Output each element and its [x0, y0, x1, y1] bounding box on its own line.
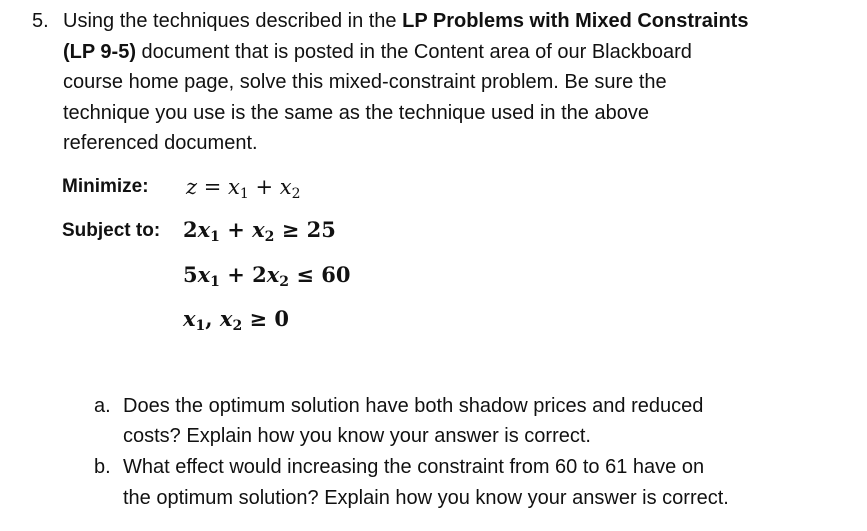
subquestion-a-label: a. [94, 395, 111, 417]
coefficient: 2 [252, 262, 267, 287]
subscript: 1 [195, 318, 206, 334]
relation: ≥ [274, 217, 307, 242]
subject-to-label: Subject to: [62, 220, 161, 241]
var-x1: x [183, 306, 196, 331]
question-text: document that is posted in the Content area of our Blackboard [135, 41, 692, 63]
constraint-nonnegativity [183, 304, 289, 334]
var-x1: x [197, 262, 211, 287]
question-line-4: technique you use is the same as the technique used in the above [63, 102, 649, 124]
rhs: 25 [306, 217, 336, 242]
var-x2: x [279, 175, 292, 199]
plus-sign: + [248, 175, 280, 199]
relation: ≥ [242, 306, 275, 331]
question-line-5: referenced document. [63, 132, 258, 154]
question-line-3: course home page, solve this mixed-constraint problem. Be sure the [63, 71, 667, 93]
question-number: 5. [32, 10, 49, 32]
relation: ≤ [289, 262, 322, 287]
rhs: 60 [321, 262, 351, 287]
question-text: Using the techniques described in the [63, 10, 403, 32]
question-line-1 [63, 6, 748, 36]
subquestion-b-label: b. [94, 456, 111, 478]
rhs: 0 [274, 306, 290, 331]
var-x1: x [197, 217, 211, 242]
subscript: 2 [291, 186, 301, 202]
document-title: LP Problems with Mixed Constraints [402, 10, 749, 32]
equals-sign: = [197, 175, 229, 199]
var-x2: x [266, 262, 280, 287]
coefficient: 5 [183, 262, 198, 287]
var-x1: x [228, 175, 240, 199]
comma: , [205, 306, 220, 331]
constraint-1 [183, 215, 336, 245]
objective-function [186, 172, 301, 202]
minimize-label: Minimize: [62, 176, 149, 197]
subscript: 2 [279, 274, 290, 290]
plus-sign: + [219, 262, 253, 287]
subscript: 1 [239, 186, 249, 202]
coefficient: 2 [183, 217, 198, 242]
subquestion-a-line-2: costs? Explain how you know your answer is correct. [123, 425, 591, 447]
constraint-2 [183, 260, 350, 290]
document-code: (LP 9-5) [63, 41, 136, 63]
subscript: 2 [264, 229, 275, 245]
question-line-2 [63, 37, 692, 67]
subquestion-b-line-1: What effect would increasing the constraint from 60 to 61 have on [123, 456, 705, 478]
var-x2: x [252, 217, 265, 242]
plus-sign: + [219, 217, 253, 242]
subquestion-b-line-2: the optimum solution? Explain how you know your answer is correct. [123, 487, 729, 509]
var-x2: x [219, 306, 233, 331]
subscript: 1 [210, 229, 220, 245]
subquestion-a-line-1: Does the optimum solution have both shadow prices and reduced [123, 395, 704, 417]
subscript: 1 [210, 274, 220, 290]
objective-z: z [186, 175, 198, 199]
subscript: 2 [232, 318, 243, 334]
